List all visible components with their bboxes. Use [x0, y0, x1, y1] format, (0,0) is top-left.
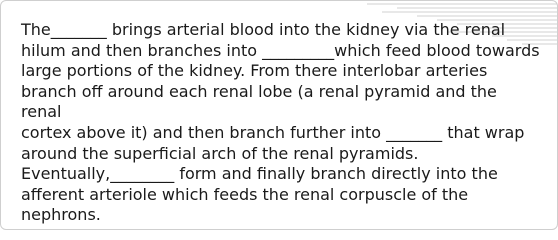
question-text: The_______ brings arterial blood into the kidney via the renal hilum and then branches into _________which feed blood towards large portions of the kidney. From there interlobar arteries branch off around each renal lobe (a renal pyramid and the renal cortex above it) and then branch further into _______ that wrap around the superficial arch of the renal pyramids. Eventually,________ form and finally branch directly into the afferent arteriole which feeds the renal corpuscle of the nephrons.: [21, 20, 540, 225]
